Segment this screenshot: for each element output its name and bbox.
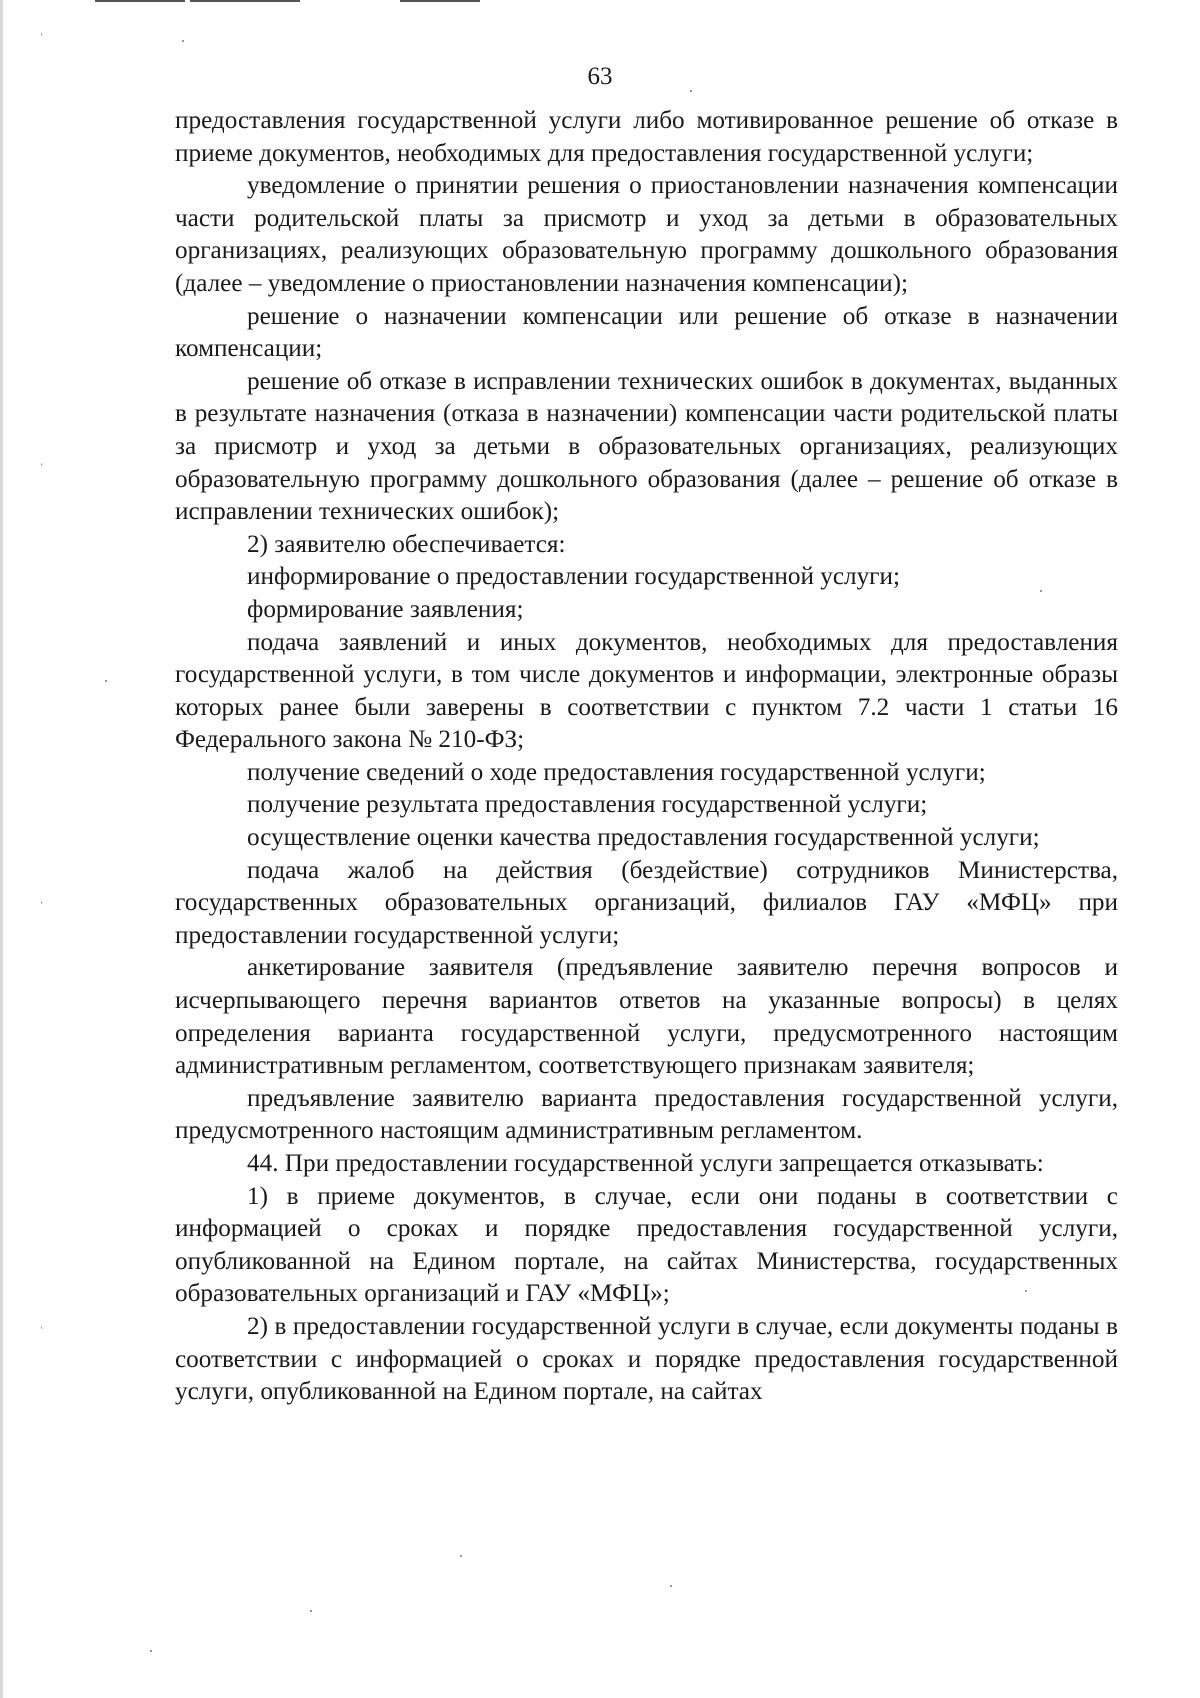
paragraph: 2) в предоставлении государственной услуги в случае, если документы поданы в соответствии с информацией о сроках и порядке предоставления государственной услуги, опубликованной на Едином портале, на сайтах (175, 1312, 1118, 1406)
paragraph: предъявление заявителю варианта предоставления государственной услуги, предусмотренного настоящим административным регламентом. (175, 1084, 1118, 1145)
paragraph: предоставления государственной услуги либо мотивированное решение об отказе в приеме документов, необходимых для предоставления государственной услуги; (175, 107, 1118, 167)
scan-speck (182, 40, 184, 42)
paragraph: решение об отказе в исправлении технических ошибок в документах, выданных в результате назначения (отказа в назначении) компенсации части родительской платы за присмотр и уход за детьми в образовательных организациях, реализующих образовательную программу дошкольного образования (далее – решение об отказе в исправлении технических ошибок); (175, 367, 1118, 526)
paragraph: получение результата предоставления государственной услуги; (247, 791, 928, 819)
paragraph: уведомление о принятии решения о приостановлении назначения компенсации части родительской платы за присмотр и уход за детьми в образовательных организациях, реализующих образовательную программу дошкольного образования (далее – уведомление о приостановлении назначения компенсации); (175, 172, 1118, 297)
page-number: 63 (587, 63, 613, 90)
paragraph: 44. При предоставлении государственной услуги запрещается отказывать: (247, 1150, 1044, 1177)
scan-top-mark (95, 0, 185, 2)
paragraph: 2) заявителю обеспечивается: (247, 530, 566, 558)
scan-top-mark (190, 0, 300, 2)
paragraph: решение о назначении компенсации или решение об отказе в назначении компенсации; (175, 302, 1118, 363)
paragraph: 1) в приеме документов, в случае, если они поданы в соответствии с информацией о сроках и порядке предоставления государственной услуги, опубликованной на Едином портале, на сайтах Министерства, государственных образовательных организаций и ГАУ «МФЦ»; (175, 1182, 1118, 1308)
scan-top-mark (400, 0, 480, 2)
paragraph: формирование заявления; (247, 595, 524, 623)
margin-mark: ͺ (40, 452, 44, 466)
scan-left-edge (0, 0, 3, 1698)
paragraph: осуществление оценки качества предоставления государственной услуги; (247, 824, 1040, 852)
margin-mark: ͺ (40, 1315, 44, 1329)
paragraph: получение сведений о ходе предоставления государственной услуги; (247, 758, 986, 786)
paragraph: информирование о предоставлении государственной услуги; (247, 563, 900, 591)
document-body (175, 105, 1118, 1409)
scan-speck (150, 1650, 152, 1652)
margin-mark: ͺ (40, 22, 44, 36)
scan-speck (670, 1585, 672, 1587)
paragraph: подача заявлений и иных документов, необходимых для предоставления государственной услуги, в том числе документов и информации, электронные образы которых ранее были заверены в соответствии с пунктом 7.2 части 1 статьи 16 Федерального закона № 210-ФЗ; (175, 628, 1118, 754)
paragraph: анкетирование заявителя (предъявление заявителю перечня вопросов и исчерпывающего перечня вариантов ответов на указанные вопросы) в целях определения варианта государственной услуги, предусмотренного настоящим административным регламентом, соответствующего признакам заявителя; (175, 954, 1118, 1080)
scan-speck (105, 680, 107, 682)
scan-speck (460, 1555, 462, 1557)
margin-mark: ͺ (40, 890, 44, 904)
scan-speck (310, 1610, 312, 1612)
paragraph: подача жалоб на действия (бездействие) сотрудников Министерства, государственных образовательных организаций, филиалов ГАУ «МФЦ» при предоставлении государственной услуги; (175, 856, 1118, 949)
